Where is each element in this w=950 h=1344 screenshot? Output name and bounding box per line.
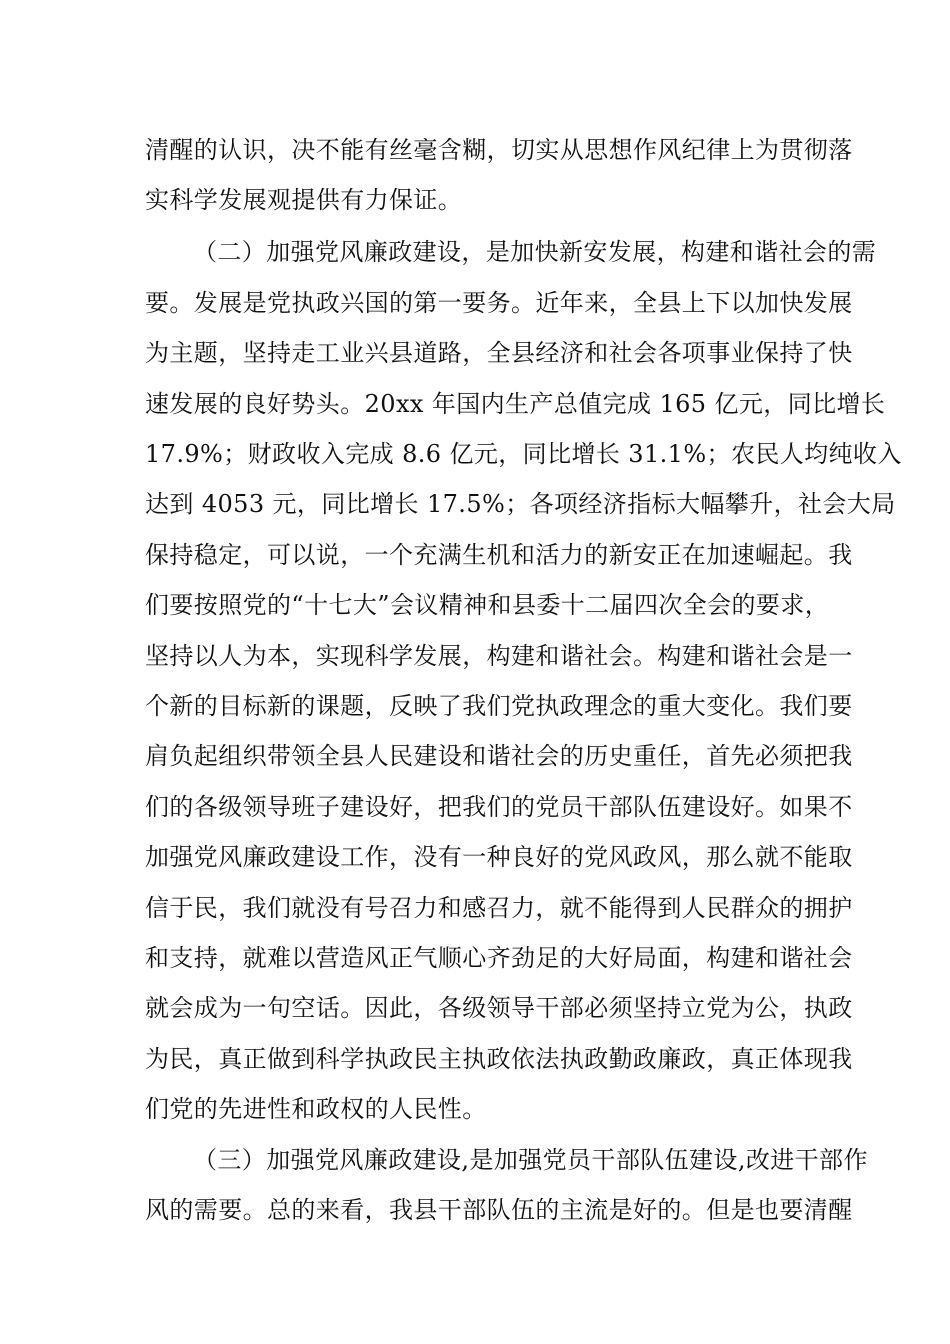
text-line: 和支持，就难以营造风正气顺心齐劲足的大好局面，构建和谐社会 [145,944,853,972]
text-line: 要。发展是党执政兴国的第一要务。近年来，全县上下以加快发展 [145,289,853,317]
text-line: 信于民，我们就没有号召力和感召力，就不能得到人民群众的拥护 [145,894,853,922]
text-line: 清醒的认识，决不能有丝毫含糊，切实从思想作风纪律上为贯彻落 [145,136,853,164]
text-line: 17.9%；财政收入完成 8.6 亿元，同比增长 31.1%；农民人均纯收入 [145,440,902,468]
text-line: 个新的目标新的课题，反映了我们党执政理念的重大变化。我们要 [145,692,853,720]
text-line: 实科学发展观提供有力保证。 [145,186,463,214]
text-line: 加强党风廉政建设工作，没有一种良好的党风政风，那么就不能取 [145,843,853,871]
text-line: 为主题，坚持走工业兴县道路，全县经济和社会各项事业保持了快 [145,339,853,367]
text-line: 为民，真正做到科学执政民主执政依法执政勤政廉政，真正体现我 [145,1045,853,1073]
text-line: 达到 4053 元，同比增长 17.5%；各项经济指标大幅攀升，社会大局 [145,490,896,518]
text-line: 就会成为一句空话。因此，各级领导干部必须坚持立党为公，执政 [145,994,853,1022]
text-line: 们要按照党的“十七大”会议精神和县委十二届四次全会的要求， [145,591,830,619]
text-line: 肩负起组织带领全县人民建设和谐社会的历史重任，首先必须把我 [145,742,853,770]
text-line: 们的各级领导班子建设好，把我们的党员干部队伍建设好。如果不 [145,793,853,821]
paragraph-start-line: （三）加强党风廉政建设,是加强党员干部队伍建设,改进干部作 [193,1146,868,1174]
paragraph-start-line: （二）加强党风廉政建设，是加快新安发展，构建和谐社会的需 [193,238,877,266]
text-line: 们党的先进性和政权的人民性。 [145,1095,487,1123]
text-line: 风的需要。总的来看，我县干部队伍的主流是好的。但是也要清醒 [145,1196,853,1224]
text-line: 速发展的良好势头。20xx 年国内生产总值完成 165 亿元，同比增长 [145,390,886,418]
text-line: 坚持以人为本，实现科学发展，构建和谐社会。构建和谐社会是一 [145,642,853,670]
text-line: 保持稳定，可以说，一个充满生机和活力的新安正在加速崛起。我 [145,541,853,569]
